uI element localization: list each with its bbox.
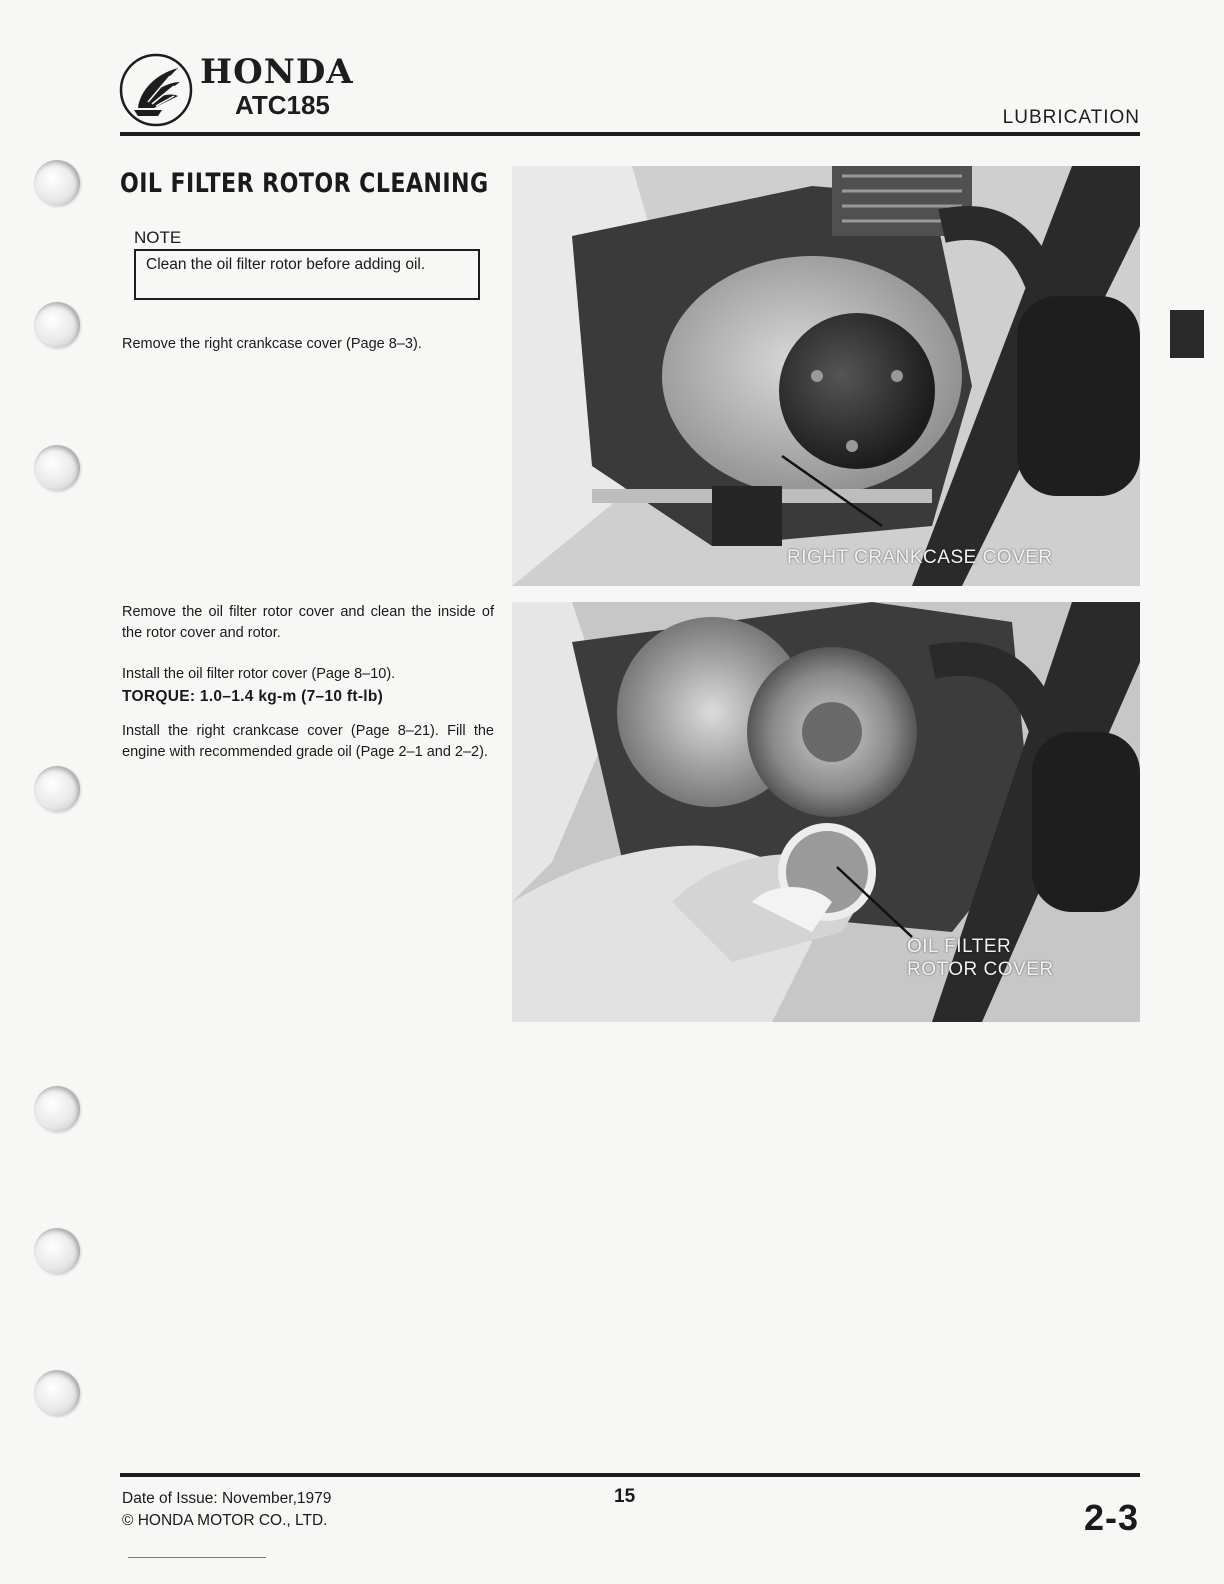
binder-hole [34, 766, 80, 812]
step-install-rotor-cover: Install the oil filter rotor cover (Page 8–10). [122, 666, 396, 682]
date-of-issue: Date of Issue: November,1979 [122, 1490, 332, 1507]
step-clean-rotor: Remove the oil filter rotor cover and clean the inside of the rotor cover and rotor. [122, 604, 494, 641]
honda-wing-logo-icon [118, 52, 194, 128]
binder-hole [34, 302, 80, 348]
page-heading: OIL FILTER ROTOR CLEANING [120, 168, 489, 199]
underline-mark [128, 1557, 266, 1558]
note-label: NOTE [134, 228, 182, 247]
binder-hole [34, 445, 80, 491]
binder-hole [34, 1086, 80, 1132]
photo-right-crankcase-cover [512, 166, 1140, 586]
binder-hole [34, 160, 80, 206]
footer-rule [120, 1473, 1140, 1477]
section-tab-marker [1170, 310, 1204, 358]
page-number: 15 [614, 1486, 636, 1507]
caption-right-crankcase-cover: RIGHT CRANKCASE COVER [787, 547, 1053, 568]
copyright: © HONDA MOTOR CO., LTD. [122, 1512, 328, 1529]
model-name: ATC185 [235, 90, 330, 120]
brand-name: HONDA [200, 52, 354, 92]
torque-spec: TORQUE: 1.0–1.4 kg-m (7–10 ft-lb) [122, 688, 384, 705]
step-install-crankcase-cover: Install the right crankcase cover (Page 8–21). Fill the engine with recommended grade oil (Page 2–1 and 2–2). [122, 723, 494, 760]
binder-hole [34, 1370, 80, 1416]
caption-oil-filter-line2: ROTOR COVER [907, 959, 1054, 980]
note-box: Clean the oil filter rotor before adding oil. [134, 249, 480, 300]
header-rule [120, 132, 1140, 136]
caption-oil-filter-line1: OIL FILTER [907, 936, 1012, 957]
section-page-number: 2-3 [1083, 1497, 1139, 1538]
step-remove-cover: Remove the right crankcase cover (Page 8–3). [122, 336, 422, 352]
binder-hole [34, 1228, 80, 1274]
photo-oil-filter-rotor-cover [512, 602, 1140, 1022]
section-title: LUBRICATION [1002, 107, 1140, 128]
